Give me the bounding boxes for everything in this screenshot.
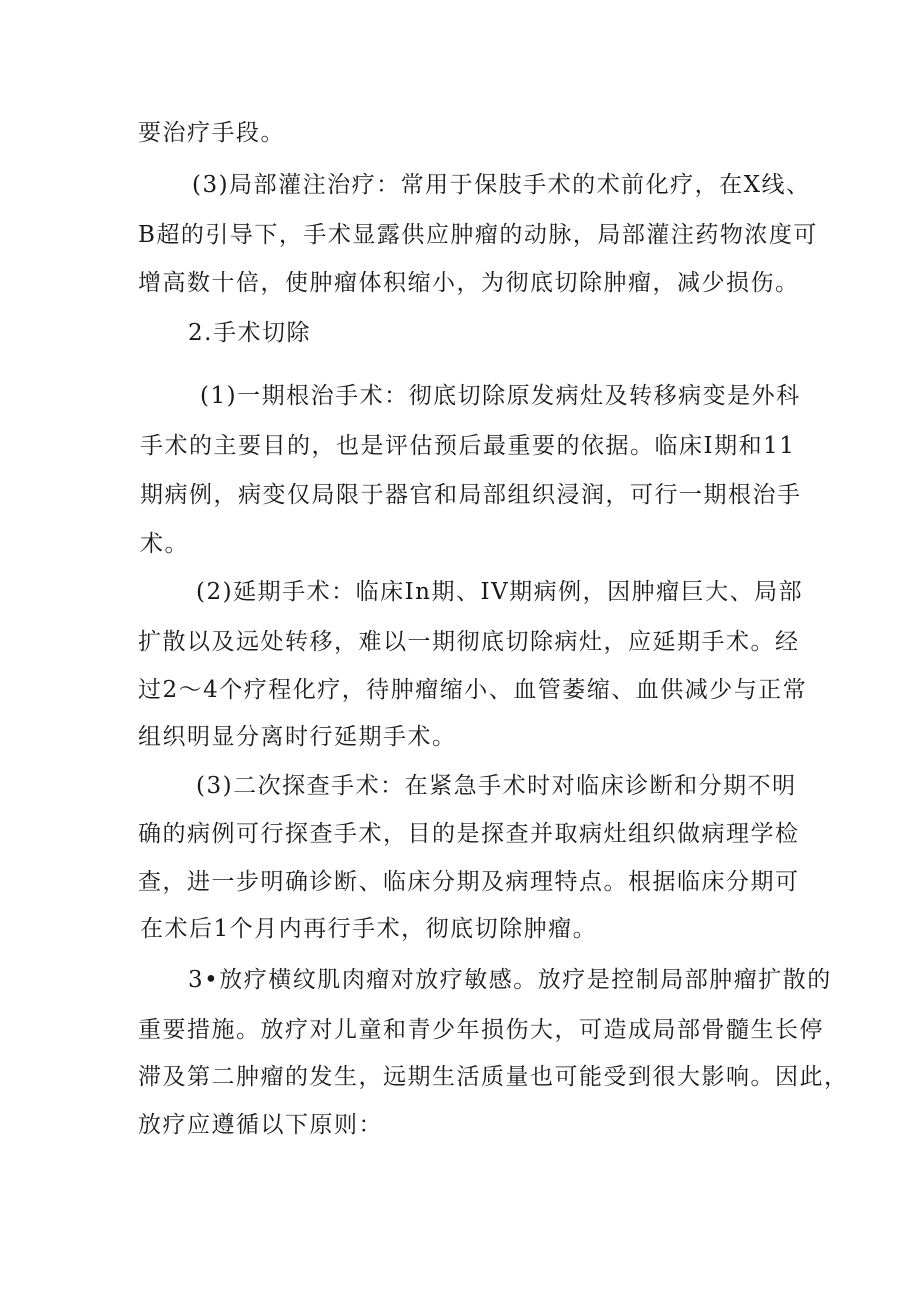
text-line: 增高数十倍，使肿瘤体积缩小，为彻底切除肿瘤，减少损伤。 [138, 270, 800, 296]
text-line: 在术后1个月内再行手术，彻底切除肿瘤。 [140, 916, 598, 942]
text-line: (2)延期手术：临床In期、IV期病例，因肿瘤巨大、局部 [196, 579, 804, 605]
text-line: 术。 [140, 531, 189, 557]
text-line: (1)一期根治手术：彻底切除原发病灶及转移病变是外科 [200, 383, 801, 409]
text-line: 要治疗手段。 [138, 120, 285, 146]
text-line: 重要措施。放疗对儿童和青少年损伤大，可造成局部骨髓生长停 [138, 1017, 824, 1043]
text-line: 组织明显分离时行延期手术。 [138, 724, 457, 750]
text-line: (3)二次探查手术：在紧急手术时对临床诊断和分期不明 [196, 773, 797, 799]
text-line: 手术的主要目的，也是评估预后最重要的依据。临床I期和11 [140, 433, 796, 459]
text-line: 确的病例可行探查手术，目的是探查并取病灶组织做病理学检 [138, 821, 800, 847]
text-line: (3)局部灌注治疗：常用于保肢手术的术前化疗，在X线、 [192, 172, 811, 198]
text-line: 放疗应遵循以下原则： [138, 1112, 383, 1138]
text-line: 过2～4个疗程化疗，待肿瘤缩小、血管萎缩、血供减少与正常 [138, 677, 808, 703]
text-line: 滞及第二肿瘤的发生，远期生活质量也可能受到很大影响。因此， [138, 1064, 849, 1090]
text-line: 扩散以及远处转移，难以一期彻底切除病灶，应延期手术。经 [138, 629, 800, 655]
text-line: B超的引导下，手术显露供应肿瘤的动脉，局部灌注药物浓度可 [138, 222, 818, 248]
section-heading: 2.手术切除 [188, 320, 311, 346]
text-line: 查，进一步明确诊断、临床分期及病理特点。根据临床分期可 [138, 869, 800, 895]
text-line: 期病例，病变仅局限于器官和局部组织浸润，可行一期根治手 [140, 482, 802, 508]
text-line: 3•放疗横纹肌肉瘤对放疗敏感。放疗是控制局部肿瘤扩散的 [188, 967, 832, 993]
